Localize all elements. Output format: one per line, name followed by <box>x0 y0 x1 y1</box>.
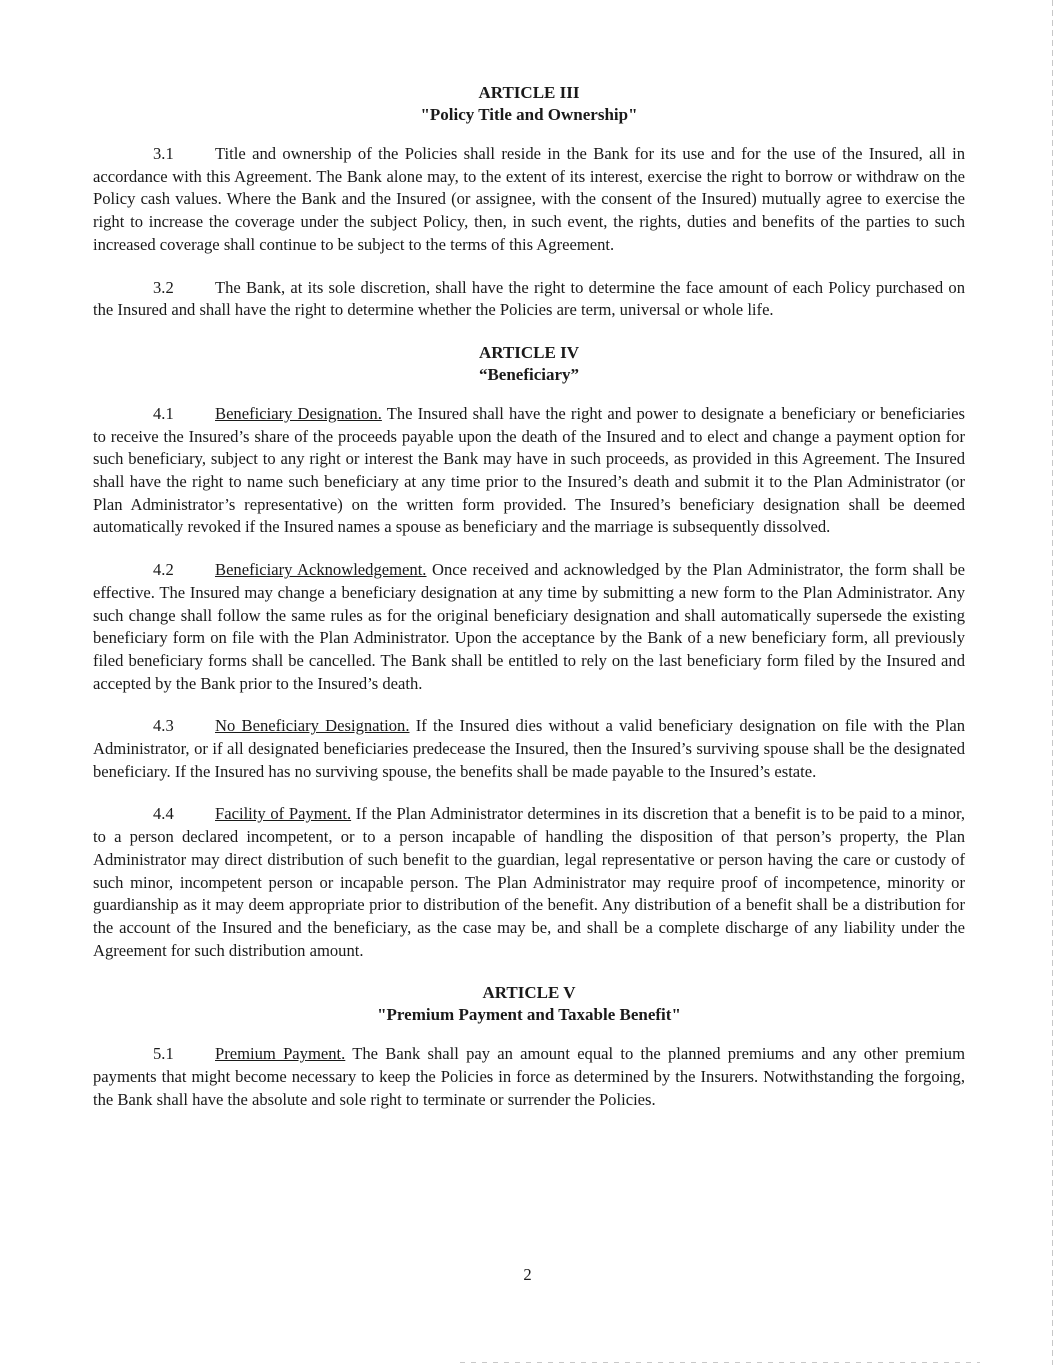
paragraph-text: The Insured shall have the right and power to designate a beneficiary or beneficiaries to receive the Insured’s share of the proceeds payable upon the death of the Insured and to elect and change a payment option for such beneficiary, subject to any right or interest the Bank may have in such proceeds, as provided in this Agreement. The Insured shall have the right to name such beneficiary at any time prior to the Insured’s death and submit it to the Plan Administrator (or Plan Administrator’s representative) on the written form provided. The Insured’s beneficiary designation shall be deemed automatically revoked if the Insured names a spouse as beneficiary and the marriage is subsequently dissolved. <box>93 403 965 537</box>
article-subtitle: "Policy Title and Ownership" <box>420 105 638 124</box>
paragraph-3-1 <box>93 143 965 257</box>
paragraph-4-3 <box>93 715 965 783</box>
paragraph-4-4 <box>93 803 965 962</box>
paragraph-text: If the Insured dies without a valid beneficiary designation on file with the Plan Administrator, or if all designated beneficiaries predecease the Insured, then the Insured’s surviving spouse shall be the designated beneficiary. If the Insured has no surviving spouse, the benefits shall be made payable to the Insured’s estate. <box>93 716 966 781</box>
scan-bottom-artifact <box>460 1362 980 1363</box>
section-number: 4.4 <box>153 804 174 824</box>
article-title: ARTICLE III <box>478 83 580 102</box>
paragraph-text: Once received and acknowledged by the Plan Administrator, the form shall be effective. The Insured may change a beneficiary designation at any time by submitting a new form to the Plan Administrator. Any such change shall follow the same rules as for the original beneficiary designation and shall automatically supersede the existing beneficiary form on file with the Plan Administrator. Upon the acceptance by the Bank of a new beneficiary form, all previously filed beneficiary forms shall be cancelled. The Bank shall be entitled to rely on the last beneficiary form filed by the Insured and accepted by the Bank prior to the Insured’s death. <box>93 560 965 693</box>
document-page <box>93 82 965 1112</box>
section-number: 4.2 <box>153 560 174 580</box>
paragraph-4-1 <box>93 403 965 539</box>
section-number: 4.3 <box>153 716 174 736</box>
article-heading <box>93 342 965 386</box>
section-number: 4.1 <box>153 403 174 423</box>
scan-edge-artifact <box>1052 0 1053 1365</box>
article-title: ARTICLE V <box>482 983 576 1003</box>
article-heading <box>93 982 965 1026</box>
paragraph-4-2 <box>93 559 965 695</box>
section-number: 3.1 <box>153 144 174 163</box>
article-subtitle: “Beneficiary” <box>478 364 580 384</box>
paragraph-3-2 <box>93 277 965 322</box>
section-heading: Premium Payment. <box>215 1044 346 1064</box>
paragraph-text: Title and ownership of the Policies shall reside in the Bank for its use and for the use of the Insured, all in accordance with this Agreement. The Bank alone may, to the extent of its interest, exercise the right to borrow or withdraw on the Policy cash values. Where the Bank and the Insured (or assignee, with the consent of the Insured) mutually agree to exercise the right to increase the coverage under the subject Policy, then, in such event, the rights, duties and benefits of the parties to such increased coverage shall continue to be subject to the terms of this Agreement. <box>93 144 965 254</box>
section-heading: Facility of Payment. <box>215 804 352 824</box>
article-title: ARTICLE IV <box>478 342 579 362</box>
section-number: 5.1 <box>153 1044 174 1064</box>
article-subtitle: "Premium Payment and Taxable Benefit" <box>377 1005 681 1025</box>
paragraph-text: The Bank shall pay an amount equal to the planned premiums and any other premium payments that might become necessary to keep the Policies in force as determined by the Insurers. Notwithstanding the forgoing, the Bank shall have the absolute and sole right to terminate or surrender the Policies. <box>93 1044 965 1109</box>
section-number: 3.2 <box>153 277 174 297</box>
section-heading: No Beneficiary Designation. <box>215 716 410 736</box>
section-heading: Beneficiary Acknowledgement. <box>215 560 427 580</box>
page-number: 2 <box>523 1265 532 1284</box>
article-heading <box>93 82 965 126</box>
paragraph-text: If the Plan Administrator determines in its discretion that a benefit is to be paid to a minor, to a person declared incompetent, or to a person incapable of handling the disposition of that person’s property, the Plan Administrator may direct distribution of such benefit to the guardian, legal representative or person having the care or custody of such minor, incompetent person or incapable person. The Plan Administrator may require proof of incompetence, minority or guardianship as it may deem appropriate prior to distribution of the benefit. Any distribution of a benefit shall be a distribution for the account of the Insured and the beneficiary, as the case may be, and shall be a complete discharge of any liability under the Agreement for such distribution amount. <box>93 804 965 960</box>
section-heading: Beneficiary Designation. <box>215 403 382 423</box>
paragraph-text: The Bank, at its sole discretion, shall have the right to determine the face amount of each Policy purchased on the Insured and shall have the right to determine whether the Policies are term, universal or whole life. <box>93 277 965 320</box>
paragraph-5-1 <box>93 1043 965 1111</box>
